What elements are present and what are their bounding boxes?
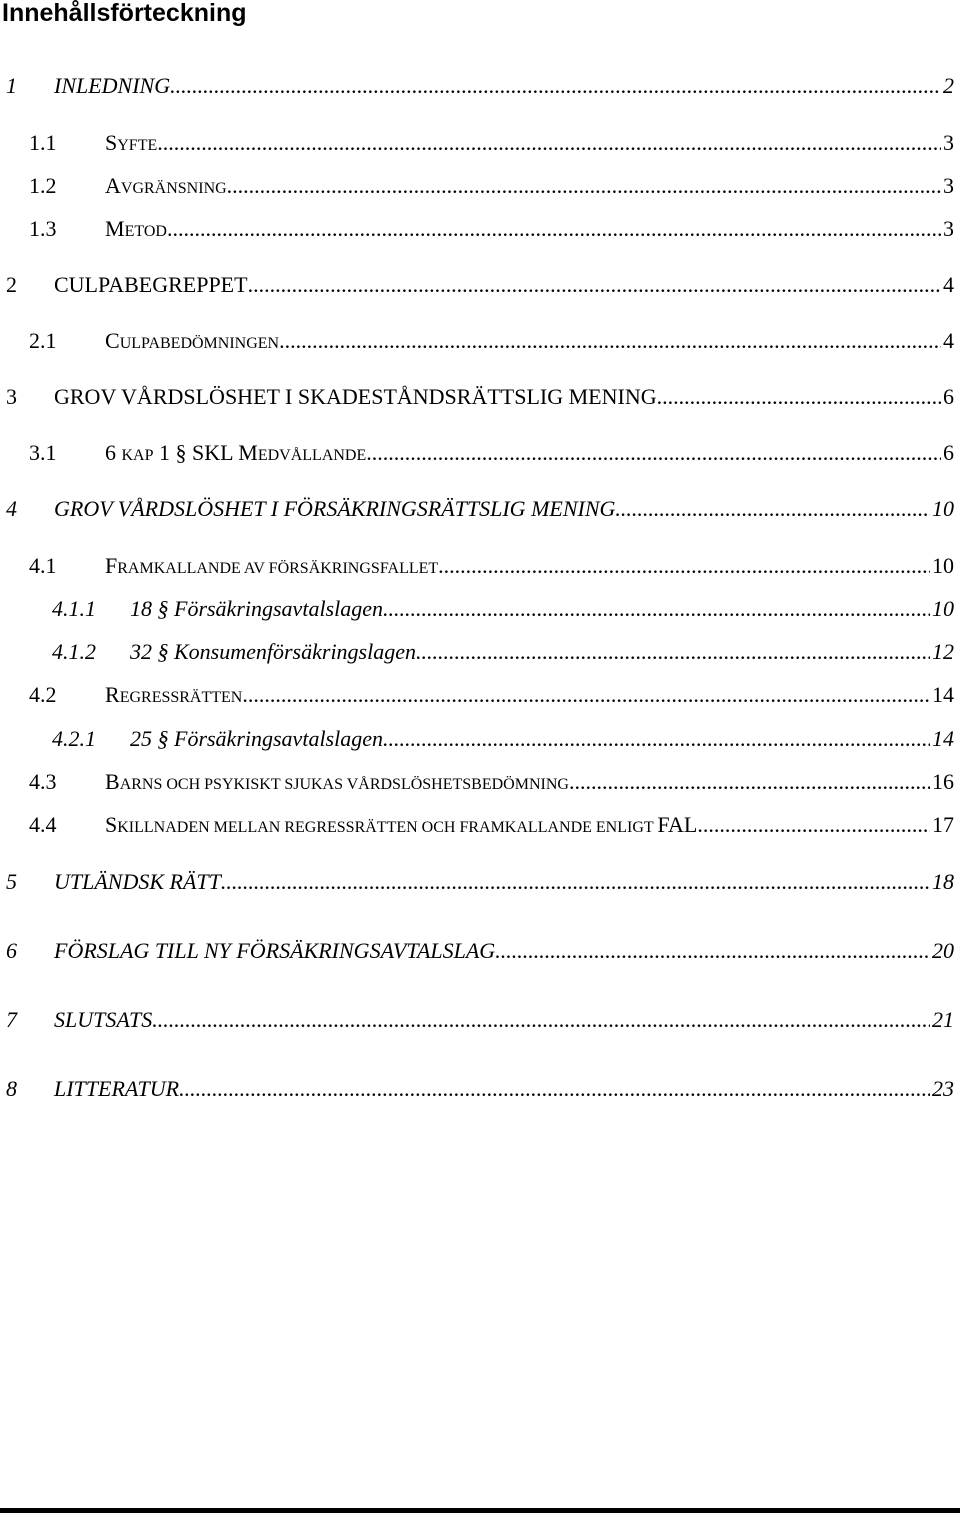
toc-entry-4-4[interactable] bbox=[29, 811, 954, 839]
toc-page-number: 3 bbox=[943, 130, 954, 155]
toc-title: 18 § Försäkringsavtalslagen bbox=[130, 596, 383, 621]
toc-number: 1 bbox=[6, 73, 17, 98]
toc-page-number: 14 bbox=[932, 682, 954, 707]
page-title: Innehållsförteckning bbox=[2, 0, 247, 27]
toc-page-number: 2 bbox=[943, 73, 954, 98]
dot-leader bbox=[170, 72, 941, 100]
toc-entry-4[interactable] bbox=[6, 495, 954, 523]
toc-page-number: 23 bbox=[932, 1076, 954, 1101]
toc-entry-4-2[interactable] bbox=[29, 681, 954, 709]
toc-title-rest: RAMKALLANDE AV FÖRSÄKRINGSFALLET bbox=[117, 560, 439, 577]
toc-title-initial: R bbox=[105, 682, 120, 707]
toc-entry-2[interactable] bbox=[6, 271, 954, 299]
toc-page-number: 6 bbox=[943, 384, 954, 409]
toc-title-initial: C bbox=[105, 328, 120, 353]
toc-title-rest: ULPABEDÖMNINGEN bbox=[119, 335, 280, 352]
toc-number: 1.3 bbox=[29, 216, 57, 241]
dot-leader bbox=[569, 768, 930, 796]
dot-leader bbox=[383, 595, 930, 623]
toc-entry-4-1[interactable] bbox=[29, 552, 954, 580]
toc-entry-4-2-1[interactable] bbox=[52, 725, 954, 753]
toc-title-part: 6 bbox=[105, 440, 122, 465]
toc-title bbox=[105, 439, 366, 470]
dot-leader bbox=[416, 638, 930, 666]
toc-title-part: KAP bbox=[121, 447, 154, 464]
toc-title-initial: S bbox=[105, 812, 118, 837]
toc-number: 4.4 bbox=[29, 812, 57, 837]
toc-title bbox=[105, 172, 227, 203]
toc-page-number: 3 bbox=[943, 216, 954, 241]
toc-number: 2.1 bbox=[29, 328, 57, 353]
toc-title bbox=[105, 129, 157, 160]
toc-entry-3-1[interactable] bbox=[29, 439, 954, 467]
toc-number: 2 bbox=[6, 272, 17, 297]
toc-page-number: 10 bbox=[932, 596, 954, 621]
toc-number: 4.3 bbox=[29, 769, 57, 794]
toc-title bbox=[105, 681, 242, 712]
toc-title-rest: ARNS OCH PSYKISKT SJUKAS VÅRDSLÖSHETSBEDÖMNING bbox=[119, 776, 569, 793]
toc-number: 4.1 bbox=[29, 553, 57, 578]
dot-leader bbox=[657, 383, 941, 411]
toc-page-number: 21 bbox=[932, 1007, 954, 1032]
toc-title: CULPABEGREPPET bbox=[54, 272, 248, 297]
toc-title: FÖRSLAG TILL NY FÖRSÄKRINGSAVTALSLAG bbox=[54, 938, 496, 963]
toc-title: GROV VÅRDSLÖSHET I FÖRSÄKRINGSRÄTTSLIG MENING bbox=[54, 496, 616, 521]
toc-page-number: 4 bbox=[943, 272, 954, 297]
page-bottom-border bbox=[0, 1508, 960, 1513]
dot-leader bbox=[615, 495, 930, 523]
toc-entry-6[interactable] bbox=[6, 937, 954, 965]
toc-page-number: 6 bbox=[943, 440, 954, 465]
toc-entry-4-1-2[interactable] bbox=[52, 638, 954, 666]
dot-leader bbox=[167, 215, 941, 243]
toc-title-rest: YFTE bbox=[117, 137, 158, 154]
dot-leader bbox=[248, 271, 941, 299]
toc-title bbox=[105, 811, 697, 842]
toc-title-initial: F bbox=[105, 553, 118, 578]
toc-number: 4.1.1 bbox=[52, 596, 96, 621]
dot-leader bbox=[221, 868, 930, 896]
toc-title-rest: ETOD bbox=[124, 223, 167, 240]
toc-number: 5 bbox=[6, 869, 17, 894]
toc-number: 8 bbox=[6, 1076, 17, 1101]
dot-leader bbox=[438, 552, 930, 580]
dot-leader bbox=[366, 439, 941, 467]
toc-title: UTLÄNDSK RÄTT bbox=[54, 869, 221, 894]
toc-title-part: 1 § SKL M bbox=[153, 440, 258, 465]
dot-leader bbox=[383, 725, 930, 753]
dot-leader bbox=[697, 811, 930, 839]
toc-title-rest: KILLNADEN MELLAN REGRESSRÄTTEN OCH FRAMKALLANDE ENLIGT bbox=[117, 819, 658, 836]
toc-number: 4.2.1 bbox=[52, 726, 96, 751]
toc-title: INLEDNING bbox=[54, 73, 171, 98]
dot-leader bbox=[279, 327, 941, 355]
toc-title bbox=[105, 552, 438, 583]
toc-title bbox=[105, 327, 279, 358]
toc-entry-1[interactable] bbox=[6, 72, 954, 100]
toc-entry-4-1-1[interactable] bbox=[52, 595, 954, 623]
toc-page-number: 17 bbox=[932, 812, 954, 837]
toc-title-initial: A bbox=[105, 173, 121, 198]
toc-number: 7 bbox=[6, 1007, 17, 1032]
toc-entry-3[interactable] bbox=[6, 383, 954, 411]
toc-title: 32 § Konsumenförsäkringslagen bbox=[130, 639, 416, 664]
toc-entry-7[interactable] bbox=[6, 1006, 954, 1034]
toc-number: 1.1 bbox=[29, 130, 57, 155]
toc-title: LITTERATUR bbox=[54, 1076, 180, 1101]
toc-entry-1-3[interactable] bbox=[29, 215, 954, 243]
dot-leader bbox=[152, 1006, 930, 1034]
toc-page-number: 14 bbox=[932, 726, 954, 751]
toc-title bbox=[105, 215, 167, 246]
dot-leader bbox=[495, 937, 930, 965]
toc-page-number: 10 bbox=[932, 553, 954, 578]
toc-title-initial: S bbox=[105, 130, 118, 155]
toc-page-number: 20 bbox=[932, 938, 954, 963]
dot-leader bbox=[242, 681, 930, 709]
toc-number: 4.1.2 bbox=[52, 639, 96, 664]
toc-page-number: 4 bbox=[943, 328, 954, 353]
toc-title: GROV VÅRDSLÖSHET I SKADESTÅNDSRÄTTSLIG MENING bbox=[54, 384, 657, 409]
toc-page-number: 10 bbox=[932, 496, 954, 521]
toc-entry-2-1[interactable] bbox=[29, 327, 954, 355]
toc-entry-4-3[interactable] bbox=[29, 768, 954, 796]
toc-number: 1.2 bbox=[29, 173, 57, 198]
toc-title-part: FAL bbox=[657, 812, 698, 837]
dot-leader bbox=[227, 172, 941, 200]
toc-entry-1-2[interactable] bbox=[29, 172, 954, 200]
toc-title-initial: B bbox=[105, 769, 120, 794]
toc-number: 4 bbox=[6, 496, 17, 521]
toc-page-number: 16 bbox=[932, 769, 954, 794]
dot-leader bbox=[157, 129, 941, 157]
toc-title-part: EDVÅLLANDE bbox=[257, 447, 367, 464]
toc-title: SLUTSATS bbox=[54, 1007, 153, 1032]
toc-entry-5[interactable] bbox=[6, 868, 954, 896]
toc-title bbox=[105, 768, 569, 799]
toc-title-rest: EGRESSRÄTTEN bbox=[119, 689, 243, 706]
dot-leader bbox=[179, 1075, 930, 1103]
toc-number: 3.1 bbox=[29, 440, 57, 465]
toc-entry-8[interactable] bbox=[6, 1075, 954, 1103]
toc-entry-1-1[interactable] bbox=[29, 129, 954, 157]
toc-page-number: 3 bbox=[943, 173, 954, 198]
toc-title: 25 § Försäkringsavtalslagen bbox=[130, 726, 383, 751]
toc-number: 6 bbox=[6, 938, 17, 963]
toc-page-number: 12 bbox=[932, 639, 954, 664]
toc-number: 4.2 bbox=[29, 682, 57, 707]
toc-title-rest: VGRÄNSNING bbox=[120, 180, 227, 197]
toc-number: 3 bbox=[6, 384, 17, 409]
toc-page-number: 18 bbox=[932, 869, 954, 894]
toc-title-initial: M bbox=[105, 216, 125, 241]
